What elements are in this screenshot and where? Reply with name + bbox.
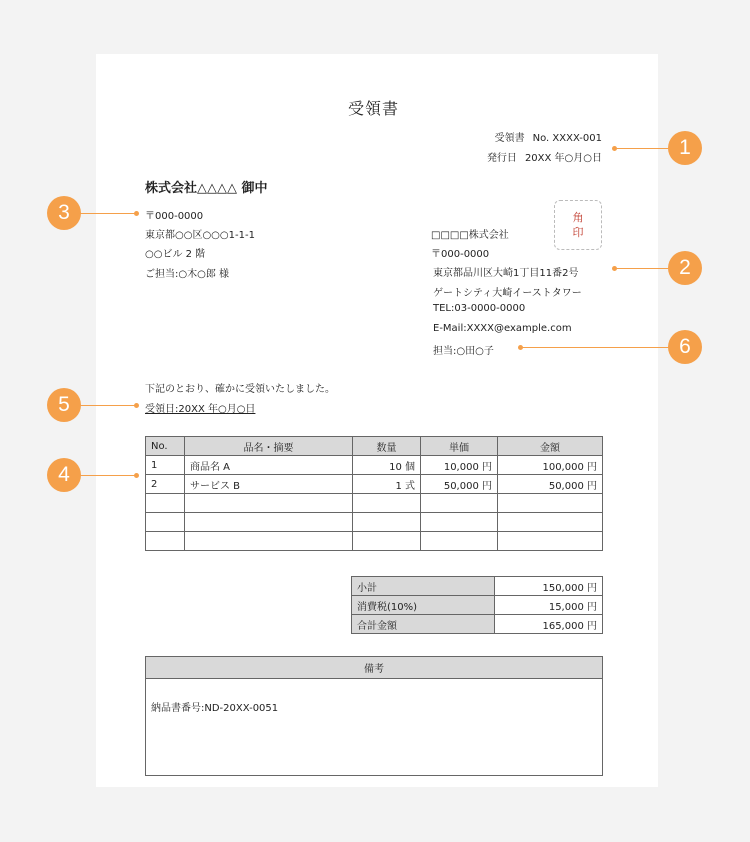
items-table-header (146, 437, 603, 456)
callout-marker-6: 6 (668, 330, 702, 364)
cell-quantity: 1 式 (353, 475, 421, 494)
receipt-number-label: 受領書 (494, 133, 525, 144)
callout-marker-3: 3 (47, 196, 81, 230)
receipt-statement: 下記のとおり、確かに受領いたしました。 (145, 384, 335, 395)
callout-marker-5: 5 (47, 388, 81, 422)
notes-table (145, 656, 603, 776)
subtotal-label: 小計 (352, 577, 495, 596)
subtotal-value: 150,000 円 (495, 577, 603, 596)
cell-unit-price (421, 494, 498, 513)
totals-table (351, 576, 603, 634)
issue-date-value: 20XX 年○月○日 (524, 153, 602, 164)
issue-date (487, 149, 602, 164)
cell-no (146, 532, 185, 551)
subtotal-row (352, 577, 603, 596)
cell-quantity: 10 個 (353, 456, 421, 475)
issuer-company: □□□□株式会社 (431, 230, 509, 241)
issue-date-label: 発行日 (486, 153, 517, 164)
items-table (145, 436, 603, 551)
marker-5-dot (134, 403, 139, 408)
cell-no (146, 513, 185, 532)
receipt-number (495, 129, 602, 144)
callout-marker-1: 1 (668, 131, 702, 165)
grand-total-value: 165,000 円 (495, 615, 603, 634)
cell-amount (498, 494, 603, 513)
cell-unit-price (421, 532, 498, 551)
marker-3-leader (80, 213, 136, 214)
cell-quantity (353, 532, 421, 551)
recipient-company: 株式会社△△△△ 御中 (145, 181, 268, 196)
issuer-address2: ゲートシティ大崎イーストタワー (433, 288, 582, 299)
table-row (146, 513, 603, 532)
cell-unit-price: 50,000 円 (421, 475, 498, 494)
marker-6-leader (520, 347, 670, 348)
receipt-number-value: No. XXXX-001 (532, 133, 602, 144)
cell-unit-price: 10,000 円 (421, 456, 498, 475)
tax-label: 消費税(10%) (352, 596, 495, 615)
callout-marker-4: 4 (47, 458, 81, 492)
cell-amount: 50,000 円 (498, 475, 603, 494)
cell-item-name (185, 494, 353, 513)
cell-quantity (353, 494, 421, 513)
table-row (146, 456, 603, 475)
cell-no: 1 (146, 456, 185, 475)
col-no: No. (146, 437, 185, 456)
issuer-postal: 〒000-0000 (431, 249, 490, 260)
col-unit-price: 単価 (421, 437, 498, 456)
table-row (146, 532, 603, 551)
recipient-contact: ご担当:○木○郎 様 (145, 269, 229, 280)
tax-value: 15,000 円 (495, 596, 603, 615)
recipient-address2: ○○ビル 2 階 (145, 249, 206, 260)
company-seal-placeholder (554, 200, 602, 250)
issuer-contact: 担当:○田○子 (433, 346, 494, 357)
recipient-address1: 東京都○○区○○○1-1-1 (145, 230, 255, 241)
notes-header: 備考 (146, 657, 603, 679)
tax-row (352, 596, 603, 615)
document-title: 受領書 (348, 99, 400, 118)
cell-amount (498, 513, 603, 532)
cell-unit-price (421, 513, 498, 532)
cell-item-name: 商品名 A (185, 456, 353, 475)
marker-4-dot (134, 473, 139, 478)
recipient-postal: 〒000-0000 (145, 211, 204, 222)
marker-1-leader (614, 148, 670, 149)
issuer-tel: TEL:03-0000-0000 (433, 303, 526, 314)
col-amount: 金額 (498, 437, 603, 456)
cell-amount: 100,000 円 (498, 456, 603, 475)
cell-item-name (185, 513, 353, 532)
cell-item-name: サービス B (185, 475, 353, 494)
col-item-name: 品名・摘要 (185, 437, 353, 456)
table-row (146, 475, 603, 494)
notes-content: 納品書番号:ND-20XX-0051 (146, 679, 603, 776)
table-row (146, 494, 603, 513)
received-date: 受領日:20XX 年○月○日 (145, 404, 256, 415)
col-quantity: 数量 (353, 437, 421, 456)
cell-quantity (353, 513, 421, 532)
issuer-email: E-Mail:XXXX@example.com (433, 323, 572, 334)
cell-item-name (185, 532, 353, 551)
cell-no: 2 (146, 475, 185, 494)
grand-total-label: 合計金額 (352, 615, 495, 634)
cell-no (146, 494, 185, 513)
marker-3-dot (134, 211, 139, 216)
marker-5-leader (80, 405, 136, 406)
marker-2-leader (614, 268, 670, 269)
seal-char-2: 印 (572, 226, 584, 239)
marker-4-leader (80, 475, 136, 476)
grand-total-row (352, 615, 603, 634)
seal-char-1: 角 (572, 211, 584, 224)
cell-amount (498, 532, 603, 551)
callout-marker-2: 2 (668, 251, 702, 285)
issuer-address1: 東京都品川区大崎1丁目11番2号 (433, 268, 579, 279)
